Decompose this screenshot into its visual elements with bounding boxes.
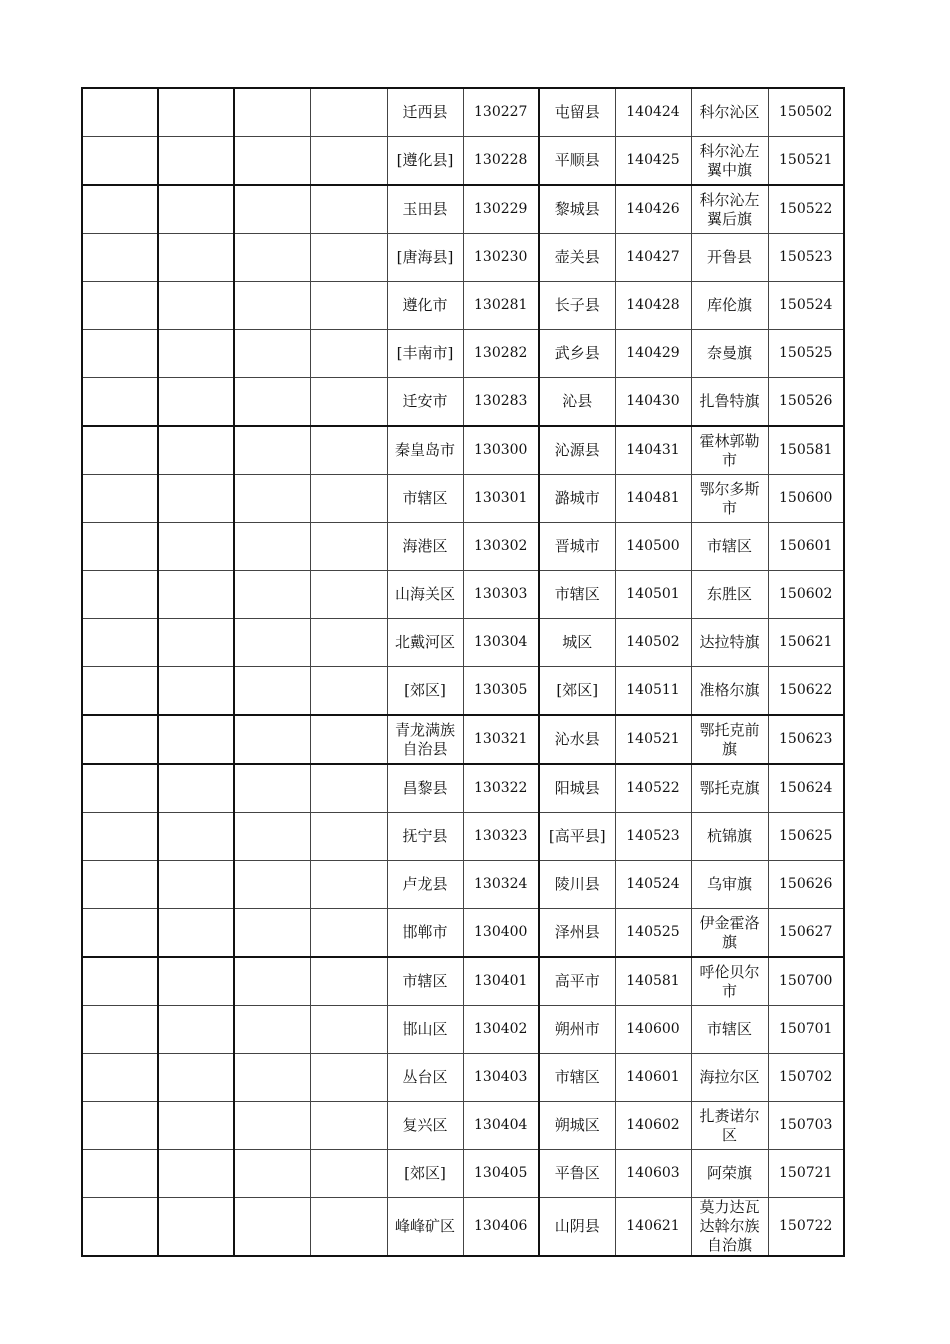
empty-cell bbox=[310, 861, 387, 909]
county-code-cell: 140600 bbox=[615, 1006, 691, 1054]
county-code-cell: 130403 bbox=[463, 1054, 539, 1102]
empty-cell bbox=[234, 282, 310, 330]
county-name-cell: 壶关县 bbox=[539, 234, 615, 282]
empty-cell bbox=[234, 619, 310, 667]
empty-cell bbox=[158, 378, 234, 427]
empty-cell bbox=[234, 1198, 310, 1257]
empty-cell bbox=[310, 426, 387, 475]
empty-cell bbox=[82, 571, 158, 619]
county-name-cell: 卢龙县 bbox=[387, 861, 463, 909]
table-row bbox=[82, 715, 844, 764]
county-code-cell: 130322 bbox=[463, 764, 539, 813]
county-name-cell: 乌审旗 bbox=[691, 861, 768, 909]
county-code-cell: 140603 bbox=[615, 1150, 691, 1198]
county-code-cell: 130402 bbox=[463, 1006, 539, 1054]
county-name-cell: 海港区 bbox=[387, 523, 463, 571]
county-name-cell: 丛台区 bbox=[387, 1054, 463, 1102]
county-name-cell: 东胜区 bbox=[691, 571, 768, 619]
table-row bbox=[82, 330, 844, 378]
county-name-cell: [郊区] bbox=[387, 667, 463, 716]
county-code-cell: 140429 bbox=[615, 330, 691, 378]
county-code-cell: 150700 bbox=[768, 957, 844, 1006]
table-row bbox=[82, 619, 844, 667]
county-code-cell: 140501 bbox=[615, 571, 691, 619]
county-name-cell: 鄂尔多斯市 bbox=[691, 475, 768, 523]
county-name-cell: 黎城县 bbox=[539, 185, 615, 234]
table-row bbox=[82, 1198, 844, 1257]
county-name-cell: 邯山区 bbox=[387, 1006, 463, 1054]
empty-cell bbox=[82, 137, 158, 186]
county-name-cell: 市辖区 bbox=[387, 957, 463, 1006]
empty-cell bbox=[234, 137, 310, 186]
county-code-cell: 140601 bbox=[615, 1054, 691, 1102]
county-name-cell: 玉田县 bbox=[387, 185, 463, 234]
county-code-cell: 130283 bbox=[463, 378, 539, 427]
county-code-cell: 130305 bbox=[463, 667, 539, 716]
county-name-cell: 抚宁县 bbox=[387, 813, 463, 861]
county-code-cell: 150627 bbox=[768, 909, 844, 958]
empty-cell bbox=[310, 1006, 387, 1054]
county-code-cell: 130301 bbox=[463, 475, 539, 523]
county-code-cell: 130304 bbox=[463, 619, 539, 667]
table-row bbox=[82, 378, 844, 427]
empty-cell bbox=[158, 137, 234, 186]
county-name-cell: 潞城市 bbox=[539, 475, 615, 523]
county-code-cell: 140522 bbox=[615, 764, 691, 813]
empty-cell bbox=[310, 957, 387, 1006]
empty-cell bbox=[158, 1102, 234, 1150]
empty-cell bbox=[310, 764, 387, 813]
county-name-cell: 晋城市 bbox=[539, 523, 615, 571]
county-code-cell: 150522 bbox=[768, 185, 844, 234]
table-row bbox=[82, 88, 844, 137]
county-code-cell: 140524 bbox=[615, 861, 691, 909]
county-code-cell: 150721 bbox=[768, 1150, 844, 1198]
county-code-cell: 140430 bbox=[615, 378, 691, 427]
empty-cell bbox=[310, 1054, 387, 1102]
county-code-cell: 130324 bbox=[463, 861, 539, 909]
county-name-cell: 邯郸市 bbox=[387, 909, 463, 958]
table-row bbox=[82, 764, 844, 813]
empty-cell bbox=[234, 715, 310, 764]
empty-cell bbox=[234, 957, 310, 1006]
empty-cell bbox=[158, 957, 234, 1006]
county-code-cell: 150502 bbox=[768, 88, 844, 137]
empty-cell bbox=[158, 475, 234, 523]
empty-cell bbox=[82, 1150, 158, 1198]
empty-cell bbox=[82, 378, 158, 427]
empty-cell bbox=[158, 185, 234, 234]
county-code-cell: 130302 bbox=[463, 523, 539, 571]
county-name-cell: [唐海县] bbox=[387, 234, 463, 282]
county-code-cell: 130230 bbox=[463, 234, 539, 282]
county-name-cell: 沁县 bbox=[539, 378, 615, 427]
empty-cell bbox=[310, 378, 387, 427]
empty-cell bbox=[234, 667, 310, 716]
county-name-cell: 准格尔旗 bbox=[691, 667, 768, 716]
empty-cell bbox=[158, 234, 234, 282]
table-row bbox=[82, 475, 844, 523]
county-code-cell: 140502 bbox=[615, 619, 691, 667]
empty-cell bbox=[82, 330, 158, 378]
county-code-cell: 130400 bbox=[463, 909, 539, 958]
county-name-cell: 泽州县 bbox=[539, 909, 615, 958]
empty-cell bbox=[234, 1102, 310, 1150]
county-code-cell: 140581 bbox=[615, 957, 691, 1006]
county-name-cell: 峰峰矿区 bbox=[387, 1198, 463, 1257]
county-code-cell: 140511 bbox=[615, 667, 691, 716]
county-name-cell: [遵化县] bbox=[387, 137, 463, 186]
empty-cell bbox=[310, 475, 387, 523]
county-code-cell: 130323 bbox=[463, 813, 539, 861]
county-name-cell: 莫力达瓦达斡尔族自治旗 bbox=[691, 1198, 768, 1257]
empty-cell bbox=[82, 88, 158, 137]
table-row bbox=[82, 1006, 844, 1054]
county-code-cell: 150722 bbox=[768, 1198, 844, 1257]
county-name-cell: 平顺县 bbox=[539, 137, 615, 186]
empty-cell bbox=[158, 861, 234, 909]
empty-cell bbox=[82, 861, 158, 909]
county-code-cell: 140500 bbox=[615, 523, 691, 571]
empty-cell bbox=[234, 426, 310, 475]
county-name-cell: 科尔沁区 bbox=[691, 88, 768, 137]
county-code-cell: 150602 bbox=[768, 571, 844, 619]
empty-cell bbox=[310, 282, 387, 330]
county-name-cell: 扎赉诺尔区 bbox=[691, 1102, 768, 1150]
county-name-cell: 山阴县 bbox=[539, 1198, 615, 1257]
empty-cell bbox=[82, 1006, 158, 1054]
empty-cell bbox=[158, 619, 234, 667]
county-name-cell: [丰南市] bbox=[387, 330, 463, 378]
county-code-cell: 140523 bbox=[615, 813, 691, 861]
county-code-cell: 150703 bbox=[768, 1102, 844, 1150]
table-row bbox=[82, 234, 844, 282]
empty-cell bbox=[158, 282, 234, 330]
county-name-cell: 扎鲁特旗 bbox=[691, 378, 768, 427]
county-name-cell: 沁源县 bbox=[539, 426, 615, 475]
empty-cell bbox=[82, 523, 158, 571]
county-code-cell: 140424 bbox=[615, 88, 691, 137]
county-name-cell: 阿荣旗 bbox=[691, 1150, 768, 1198]
empty-cell bbox=[234, 909, 310, 958]
table-row bbox=[82, 282, 844, 330]
empty-cell bbox=[82, 1198, 158, 1257]
county-code-cell: 140425 bbox=[615, 137, 691, 186]
empty-cell bbox=[310, 88, 387, 137]
county-name-cell: 阳城县 bbox=[539, 764, 615, 813]
county-code-cell: 130303 bbox=[463, 571, 539, 619]
empty-cell bbox=[82, 909, 158, 958]
empty-cell bbox=[158, 571, 234, 619]
empty-cell bbox=[234, 475, 310, 523]
empty-cell bbox=[158, 88, 234, 137]
county-code-cell: 140481 bbox=[615, 475, 691, 523]
county-code-cell: 130405 bbox=[463, 1150, 539, 1198]
county-code-cell: 140525 bbox=[615, 909, 691, 958]
empty-cell bbox=[82, 619, 158, 667]
county-code-cell: 150625 bbox=[768, 813, 844, 861]
empty-cell bbox=[158, 523, 234, 571]
county-name-cell: 朔城区 bbox=[539, 1102, 615, 1150]
table-row bbox=[82, 571, 844, 619]
county-name-cell: 复兴区 bbox=[387, 1102, 463, 1150]
empty-cell bbox=[234, 1006, 310, 1054]
county-name-cell: 杭锦旗 bbox=[691, 813, 768, 861]
county-code-cell: 150525 bbox=[768, 330, 844, 378]
county-code-cell: 140602 bbox=[615, 1102, 691, 1150]
empty-cell bbox=[82, 1054, 158, 1102]
county-name-cell: 高平市 bbox=[539, 957, 615, 1006]
empty-cell bbox=[310, 1102, 387, 1150]
county-name-cell: 陵川县 bbox=[539, 861, 615, 909]
county-name-cell: 市辖区 bbox=[691, 523, 768, 571]
county-code-cell: 140428 bbox=[615, 282, 691, 330]
county-name-cell: 市辖区 bbox=[539, 571, 615, 619]
table-row bbox=[82, 426, 844, 475]
empty-cell bbox=[310, 571, 387, 619]
empty-cell bbox=[82, 764, 158, 813]
county-name-cell: [高平县] bbox=[539, 813, 615, 861]
county-code-cell: 150526 bbox=[768, 378, 844, 427]
empty-cell bbox=[310, 1150, 387, 1198]
county-code-cell: 150626 bbox=[768, 861, 844, 909]
county-code-cell: 150621 bbox=[768, 619, 844, 667]
empty-cell bbox=[158, 1150, 234, 1198]
table-row bbox=[82, 523, 844, 571]
county-code-cell: 130228 bbox=[463, 137, 539, 186]
county-name-cell: 霍林郭勒市 bbox=[691, 426, 768, 475]
empty-cell bbox=[234, 1054, 310, 1102]
county-code-cell: 150524 bbox=[768, 282, 844, 330]
table-row bbox=[82, 1150, 844, 1198]
county-code-cell: 130300 bbox=[463, 426, 539, 475]
county-name-cell: 青龙满族自治县 bbox=[387, 715, 463, 764]
table-row bbox=[82, 667, 844, 716]
empty-cell bbox=[310, 667, 387, 716]
empty-cell bbox=[234, 185, 310, 234]
county-name-cell: 海拉尔区 bbox=[691, 1054, 768, 1102]
empty-cell bbox=[234, 813, 310, 861]
county-code-cell: 130229 bbox=[463, 185, 539, 234]
county-name-cell: 迁安市 bbox=[387, 378, 463, 427]
table-row bbox=[82, 861, 844, 909]
county-code-cell: 150702 bbox=[768, 1054, 844, 1102]
county-code-cell: 140621 bbox=[615, 1198, 691, 1257]
county-name-cell: 屯留县 bbox=[539, 88, 615, 137]
empty-cell bbox=[310, 715, 387, 764]
empty-cell bbox=[234, 330, 310, 378]
county-code-cell: 150701 bbox=[768, 1006, 844, 1054]
empty-cell bbox=[158, 330, 234, 378]
empty-cell bbox=[310, 137, 387, 186]
empty-cell bbox=[234, 234, 310, 282]
county-name-cell: 市辖区 bbox=[691, 1006, 768, 1054]
table-row bbox=[82, 1102, 844, 1150]
empty-cell bbox=[310, 909, 387, 958]
empty-cell bbox=[82, 813, 158, 861]
county-name-cell: 沁水县 bbox=[539, 715, 615, 764]
county-code-cell: 130321 bbox=[463, 715, 539, 764]
empty-cell bbox=[82, 185, 158, 234]
county-code-cell: 150601 bbox=[768, 523, 844, 571]
county-name-cell: 山海关区 bbox=[387, 571, 463, 619]
table-row bbox=[82, 185, 844, 234]
empty-cell bbox=[310, 330, 387, 378]
county-code-cell: 150521 bbox=[768, 137, 844, 186]
empty-cell bbox=[82, 667, 158, 716]
empty-cell bbox=[234, 861, 310, 909]
county-name-cell: 呼伦贝尔市 bbox=[691, 957, 768, 1006]
empty-cell bbox=[310, 1198, 387, 1257]
empty-cell bbox=[82, 715, 158, 764]
empty-cell bbox=[158, 715, 234, 764]
county-name-cell: 达拉特旗 bbox=[691, 619, 768, 667]
county-name-cell: 长子县 bbox=[539, 282, 615, 330]
county-name-cell: 秦皇岛市 bbox=[387, 426, 463, 475]
county-code-cell: 130404 bbox=[463, 1102, 539, 1150]
county-name-cell: 鄂托克前旗 bbox=[691, 715, 768, 764]
county-code-cell: 150600 bbox=[768, 475, 844, 523]
empty-cell bbox=[310, 813, 387, 861]
county-name-cell: 武乡县 bbox=[539, 330, 615, 378]
region-code-table bbox=[81, 87, 845, 1257]
county-name-cell: 市辖区 bbox=[539, 1054, 615, 1102]
county-code-cell: 140426 bbox=[615, 185, 691, 234]
county-code-cell: 150523 bbox=[768, 234, 844, 282]
county-name-cell: 昌黎县 bbox=[387, 764, 463, 813]
county-code-cell: 150622 bbox=[768, 667, 844, 716]
empty-cell bbox=[158, 813, 234, 861]
empty-cell bbox=[82, 957, 158, 1006]
empty-cell bbox=[158, 1054, 234, 1102]
county-code-cell: 130401 bbox=[463, 957, 539, 1006]
county-name-cell: 科尔沁左翼中旗 bbox=[691, 137, 768, 186]
empty-cell bbox=[82, 1102, 158, 1150]
county-name-cell: 库伦旗 bbox=[691, 282, 768, 330]
county-code-cell: 130406 bbox=[463, 1198, 539, 1257]
table-row bbox=[82, 1054, 844, 1102]
empty-cell bbox=[310, 619, 387, 667]
county-name-cell: [郊区] bbox=[539, 667, 615, 716]
empty-cell bbox=[158, 667, 234, 716]
county-name-cell: 奈曼旗 bbox=[691, 330, 768, 378]
empty-cell bbox=[82, 282, 158, 330]
county-name-cell: 开鲁县 bbox=[691, 234, 768, 282]
empty-cell bbox=[310, 185, 387, 234]
empty-cell bbox=[234, 523, 310, 571]
county-name-cell: 伊金霍洛旗 bbox=[691, 909, 768, 958]
county-code-cell: 130227 bbox=[463, 88, 539, 137]
empty-cell bbox=[158, 1006, 234, 1054]
county-name-cell: 北戴河区 bbox=[387, 619, 463, 667]
empty-cell bbox=[234, 1150, 310, 1198]
empty-cell bbox=[158, 764, 234, 813]
empty-cell bbox=[158, 909, 234, 958]
empty-cell bbox=[234, 88, 310, 137]
county-code-cell: 150581 bbox=[768, 426, 844, 475]
county-name-cell: 市辖区 bbox=[387, 475, 463, 523]
table-row bbox=[82, 137, 844, 186]
county-code-cell: 130282 bbox=[463, 330, 539, 378]
table-row bbox=[82, 813, 844, 861]
county-code-cell: 130281 bbox=[463, 282, 539, 330]
county-name-cell: 遵化市 bbox=[387, 282, 463, 330]
county-name-cell: 科尔沁左翼后旗 bbox=[691, 185, 768, 234]
empty-cell bbox=[158, 426, 234, 475]
table-row bbox=[82, 909, 844, 958]
county-code-cell: 150624 bbox=[768, 764, 844, 813]
county-name-cell: 鄂托克旗 bbox=[691, 764, 768, 813]
empty-cell bbox=[234, 764, 310, 813]
empty-cell bbox=[310, 234, 387, 282]
table-row bbox=[82, 957, 844, 1006]
county-name-cell: 迁西县 bbox=[387, 88, 463, 137]
empty-cell bbox=[234, 571, 310, 619]
county-name-cell: 城区 bbox=[539, 619, 615, 667]
county-code-cell: 140427 bbox=[615, 234, 691, 282]
county-name-cell: 平鲁区 bbox=[539, 1150, 615, 1198]
county-code-cell: 140521 bbox=[615, 715, 691, 764]
empty-cell bbox=[82, 426, 158, 475]
empty-cell bbox=[158, 1198, 234, 1257]
empty-cell bbox=[82, 234, 158, 282]
empty-cell bbox=[234, 378, 310, 427]
county-name-cell: 朔州市 bbox=[539, 1006, 615, 1054]
county-code-cell: 140431 bbox=[615, 426, 691, 475]
empty-cell bbox=[82, 475, 158, 523]
county-code-cell: 150623 bbox=[768, 715, 844, 764]
county-name-cell: [郊区] bbox=[387, 1150, 463, 1198]
empty-cell bbox=[310, 523, 387, 571]
